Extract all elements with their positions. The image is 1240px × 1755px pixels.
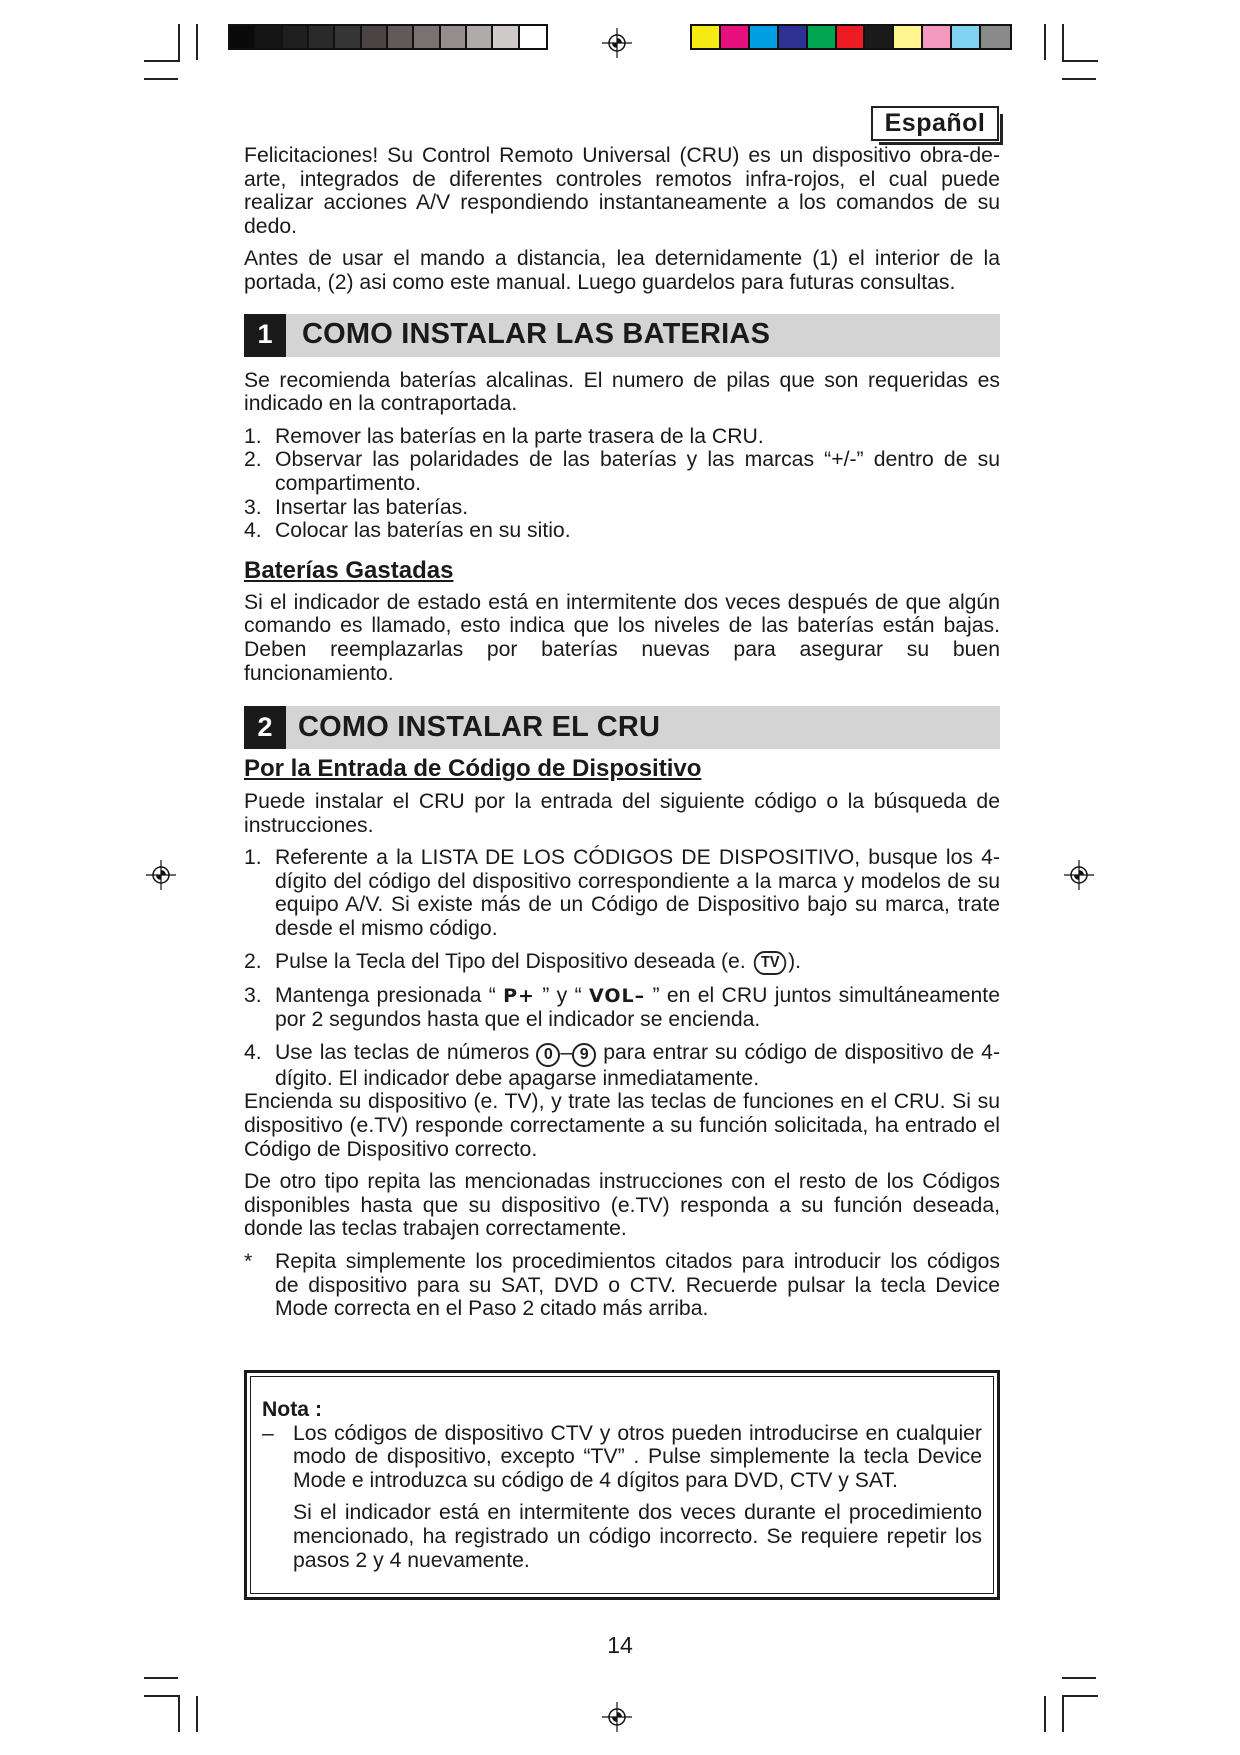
- color-swatch: [414, 26, 440, 48]
- color-swatch: [952, 26, 981, 48]
- section-title: COMO INSTALAR EL CRU: [298, 710, 661, 743]
- section-number: 2: [244, 706, 286, 749]
- code-entry-steps-list: [244, 846, 1000, 1090]
- crop-mark: [1044, 1696, 1046, 1732]
- list-item: 1. Referente a la LISTA DE LOS CÓDIGOS DE DISPOSITIVO, busque los 4-dígito del código del dispositivo correspondiente a la marca y modelos de su equipo A/V. Si existe más de un Código de Dispositivo bajo su marca, trate desde el mismo código.: [244, 846, 1000, 941]
- crop-mark: [144, 1695, 180, 1697]
- page-content: [244, 144, 1000, 1321]
- gray-color-bar: [228, 24, 548, 50]
- body-paragraph: Encienda su dispositivo (e. TV), y trate las teclas de funciones en el CRU. Si su dispositivo (e.TV) responde correctamente a su función solicitada, ha entrado el Código de Dispositivo correcto.: [244, 1090, 1000, 1161]
- page-number: 14: [607, 1632, 633, 1658]
- note-box: [244, 1370, 1000, 1600]
- section-header: [244, 314, 1000, 357]
- crop-mark: [144, 78, 178, 80]
- crop-mark: [144, 1677, 178, 1679]
- footnote-item: * Repita simplemente los procedimientos citados para introducir los códigos de dispositivo para su SAT, DVD o CTV. Recuerde pulsar la tecla Device Mode correcta en el Paso 2 citado más arriba.: [244, 1250, 1000, 1321]
- language-tab: Español: [871, 106, 999, 141]
- intro-paragraph: Felicitaciones! Su Control Remoto Universal (CRU) es un dispositivo obra-de-arte, integrados de diferentes controles remotos infra-rojos, el cual puede realizar acciones A/V respondiendo instantaneamente a los comandos de su dedo.: [244, 144, 1000, 238]
- note-item: Si el indicador está en intermitente dos veces durante el procedimiento mencionado, ha registrado un código incorrecto. Se requiere repetir los pasos 2 y 4 nuevamente.: [293, 1501, 982, 1572]
- body-paragraph: De otro tipo repita las mencionadas instrucciones con el resto de los Códigos disponibles hasta que su dispositivo (e.TV) responda a su función deseada, donde las teclas trabajen correctamente.: [244, 1170, 1000, 1241]
- color-swatch: [362, 26, 388, 48]
- color-swatch: [808, 26, 837, 48]
- crop-mark: [1062, 1696, 1064, 1732]
- list-item: 4. Colocar las baterías en su sitio.: [244, 519, 571, 543]
- note-item: – Los códigos de dispositivo CTV y otros pueden introducirse en cualquier modo de dispositivo, excepto “TV” . Pulse simplemente la tecla Device Mode e introduzca su código de 4 dígitos para DVD, CTV y SAT.: [262, 1421, 982, 1492]
- crop-mark: [1062, 1677, 1096, 1679]
- section-title: COMO INSTALAR LAS BATERIAS: [302, 318, 771, 351]
- nine-key-icon: 9: [572, 1043, 596, 1067]
- list-item: 2. Observar las polaridades de las baterías y las marcas “+/-” dentro de su compartimento.: [244, 448, 1000, 495]
- color-swatch: [750, 26, 779, 48]
- zero-key-icon: 0: [536, 1043, 560, 1067]
- note-box-inner: [250, 1376, 994, 1594]
- list-item: 3. Insertar las baterías.: [244, 495, 469, 519]
- crop-mark: [196, 24, 198, 60]
- tv-key-icon: TV: [753, 951, 786, 975]
- color-swatch: [721, 26, 750, 48]
- section-intro: Puede instalar el CRU por la entrada del siguiente código o la búsqueda de instrucciones.: [244, 790, 1000, 837]
- color-swatch: [923, 26, 952, 48]
- list-item: 4. Use las teclas de números 0 – 9 para entrar su código de dispositivo de 4-dígito. El indicador debe apagarse inmediatamente.: [244, 1040, 1000, 1090]
- crop-mark: [1062, 60, 1098, 62]
- color-swatch: [894, 26, 923, 48]
- crop-mark: [144, 60, 180, 62]
- section-number: 1: [244, 314, 286, 357]
- color-swatch: [865, 26, 894, 48]
- color-swatch: [283, 26, 309, 48]
- crop-mark: [1044, 24, 1046, 60]
- registration-mark-icon: [602, 28, 632, 58]
- color-swatch: [493, 26, 519, 48]
- list-item: 1. Remover las baterías en la parte trasera de la CRU.: [244, 424, 764, 448]
- registration-mark-icon: [602, 1702, 632, 1732]
- crop-mark: [1062, 78, 1096, 80]
- color-swatch: [230, 26, 256, 48]
- registration-mark-icon: [1064, 860, 1094, 890]
- color-swatch: [520, 26, 546, 48]
- subsection-title: Baterías Gastadas: [244, 556, 454, 584]
- color-swatch: [309, 26, 335, 48]
- cmyk-color-bar: [690, 24, 1012, 50]
- subsection-title: Por la Entrada de Código de Dispositivo: [244, 755, 702, 783]
- p-plus-key: P+: [503, 984, 535, 1007]
- list-item: 2. Pulse la Tecla del Tipo del Dispositivo deseada (e. TV ).: [244, 949, 802, 973]
- list-item: 3. Mantenga presionada “ P+ ” y “ VOL– ” en el CRU juntos simultáneamente por 2 segundos hasta que el indicador se encienda.: [244, 983, 1000, 1032]
- color-swatch: [256, 26, 282, 48]
- registration-mark-icon: [146, 860, 176, 890]
- intro-paragraph: Antes de usar el mando a distancia, lea deternidamente (1) el interior de la portada, (2) asi como este manual. Luego guardelos para futuras consultas.: [244, 247, 1000, 294]
- crop-mark: [178, 24, 180, 60]
- crop-mark: [196, 1696, 198, 1732]
- vol-minus-key: VOL–: [588, 984, 646, 1007]
- subsection-paragraph: Si el indicador de estado está en intermitente dos veces después de que algún comando es llamado, esto indica que los niveles de las baterías están bajas. Deben reemplazarlas por baterías nuevas para asegurar su buen funcionamiento.: [244, 590, 1000, 685]
- color-swatch: [837, 26, 866, 48]
- crop-mark: [178, 1696, 180, 1732]
- crop-mark: [1062, 24, 1064, 60]
- color-swatch: [441, 26, 467, 48]
- crop-mark: [1062, 1695, 1098, 1697]
- color-swatch: [981, 26, 1010, 48]
- color-swatch: [335, 26, 361, 48]
- battery-steps-list: [244, 425, 1000, 543]
- color-swatch: [388, 26, 414, 48]
- note-title: Nota :: [262, 1398, 323, 1421]
- color-swatch: [779, 26, 808, 48]
- color-swatch: [467, 26, 493, 48]
- color-swatch: [692, 26, 721, 48]
- section-intro: Se recomienda baterías alcalinas. El numero de pilas que son requeridas es indicado en la contraportada.: [244, 368, 1000, 416]
- section-header: [244, 706, 1000, 749]
